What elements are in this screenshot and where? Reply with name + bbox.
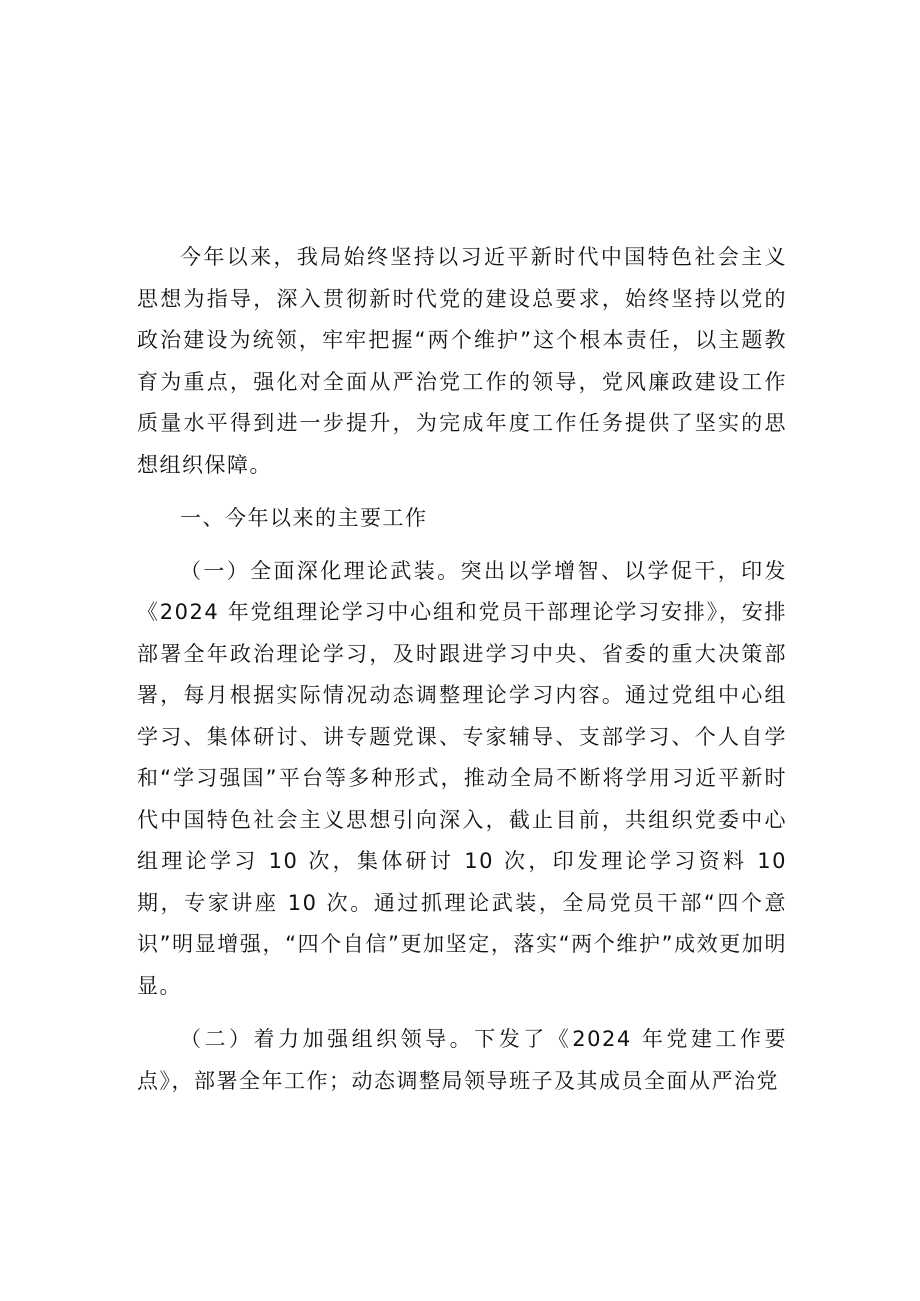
document-body — [137, 237, 787, 1102]
section-heading: 一、今年以来的主要工作 — [180, 506, 428, 530]
intro-paragraph: 今年以来，我局始终坚持以习近平新时代中国特色社会主义思想为指导，深入贯彻新时代党的建设总要求，始终坚持以党的政治建设为统领，牢牢把握“两个维护”这个根本责任，以主题教育为重点，强化对全面从严治党工作的领导，党风廉政建设工作质量水平得到进一步提升，为完成年度工作任务提供了坚实的思想组织保障。 — [137, 245, 787, 477]
section-paragraph-1: （一）全面深化理论武装。突出以学增智、以学促干，印发《2024 年党组理论学习中心组和党员干部理论学习安排》，安排部署全年政治理论学习，及时跟进学习中央、省委的重大决策部署，每月根据实际情况动态调整理论学习内容。通过党组中心组学习、集体研讨、讲专题党课、专家辅导、支部学习、个人自学和“学习强国”平台等多种形式，推动全局不断将学用习近平新时代中国特色社会主义思想引向深入，截止目前，共组织党委中心组理论学习 10 次，集体研讨 10 次，印发理论学习资料 10 期，专家讲座 10 次。通过抓理论武装，全局党员干部“四个意识”明显增强，“四个自信”更加坚定，落实“两个维护”成效更加明显。 — [137, 558, 787, 998]
section-paragraph-2: （二）着力加强组织领导。下发了《2024 年党建工作要点》，部署全年工作；动态调整局领导班子及其成员全面从严治党 — [137, 1027, 787, 1093]
